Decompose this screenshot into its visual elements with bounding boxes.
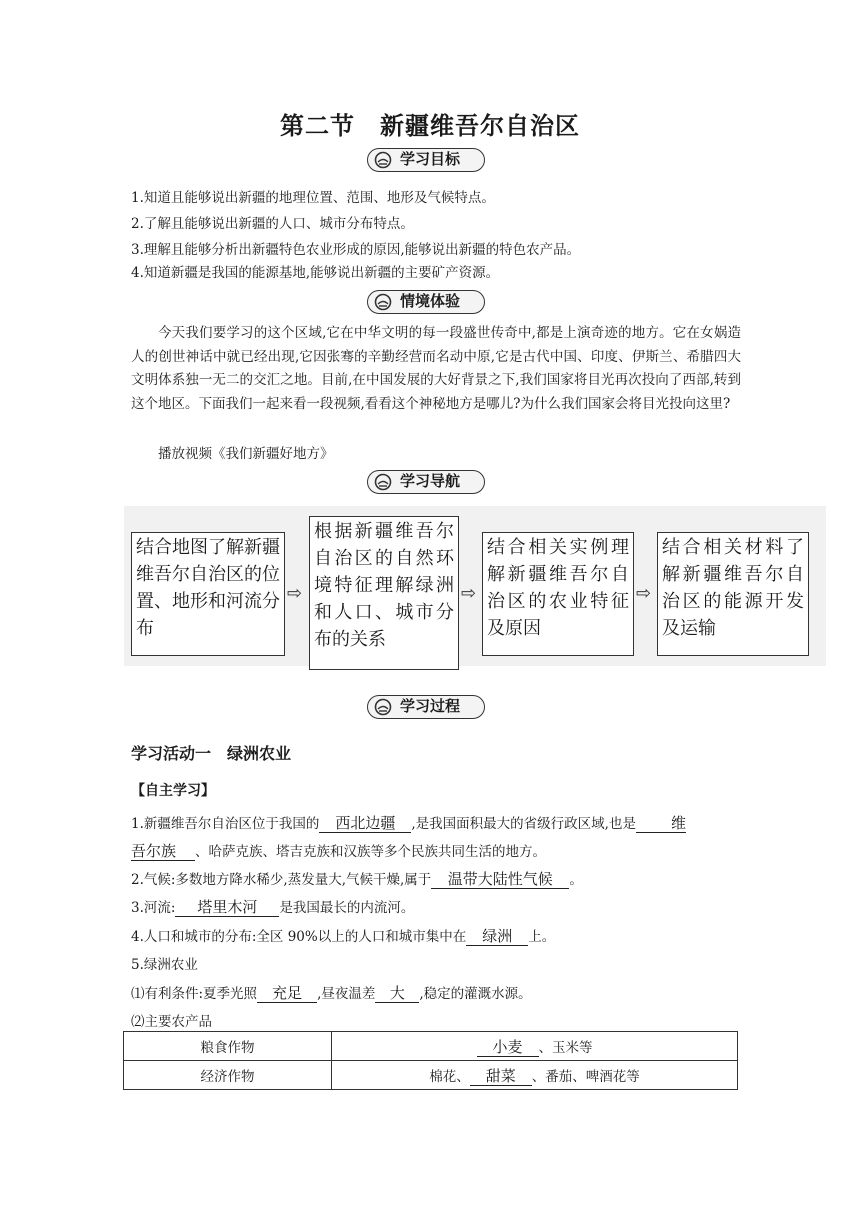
answer-blank: 绿洲	[466, 927, 528, 946]
question-3: 3.河流: 塔里木河 是我国最长的内流河。	[131, 898, 415, 916]
arrow-right-icon: ⇨	[287, 583, 303, 604]
badge-label: 学习导航	[400, 472, 461, 490]
question-5-2: ⑵主要农产品	[131, 1014, 212, 1030]
activity-title: 学习活动一 绿洲农业	[131, 744, 292, 763]
section-badge-goals	[367, 148, 485, 172]
nav-step-3: 结合相关实例理解新疆维吾尔自治区的农业特征及原因	[482, 532, 634, 656]
answer-blank: 温带大陆性气候	[431, 870, 569, 889]
book-swirl-icon	[374, 293, 392, 311]
learning-navigation-flow	[124, 506, 826, 666]
badge-label: 学习目标	[400, 150, 461, 168]
badge-label: 情境体验	[400, 292, 461, 310]
nav-step-1: 结合地图了解新疆维吾尔自治区的位置、地形和河流分布	[131, 532, 285, 656]
table-value-cell: 棉花、 甜菜 、番茄、啤酒花等	[332, 1061, 738, 1090]
question-1-line-2: 吾尔族 、哈萨克族、塔吉克族和汉族等多个民族共同生活的地方。	[131, 842, 546, 860]
badge-label: 学习过程	[400, 697, 461, 715]
answer-blank: 西北边疆	[319, 814, 411, 833]
section-badge-process	[367, 695, 485, 719]
book-swirl-icon	[374, 473, 392, 491]
nav-step-4: 结合相关材料了解新疆维吾尔自治区的能源开发及运输	[657, 532, 809, 656]
section-badge-navigation	[367, 470, 485, 494]
arrow-right-icon: ⇨	[461, 583, 477, 604]
answer-blank: 充足	[257, 984, 317, 1003]
answer-blank: 吾尔族	[131, 842, 195, 861]
situation-paragraph: 今天我们要学习的这个区域,它在中华文明的每一段盛世传奇中,都是上演奇迹的地方。它在女娲造人的创世神话中就已经出现,它因张骞的辛勤经营而名动中原,它是古代中国、印度、伊斯兰、希腊四大文明体系独一无二的交汇之地。目前,在中国发展的大好背景之下,我们国家将目光再次投向了西部,转到这个地区。下面我们一起来看一段视频,看看这个神秘地方是哪儿?为什么我们国家会将目光投向这里?	[131, 325, 741, 412]
video-note: 播放视频《我们新疆好地方》	[158, 446, 334, 462]
table-value-cell: 小麦 、玉米等	[332, 1032, 738, 1061]
question-2: 2.气候:多数地方降水稀少,蒸发量大,气候干燥,属于 温带大陆性气候 。	[131, 870, 583, 888]
goal-item: 1.知道且能够说出新疆的地理位置、范围、地形及气候特点。	[131, 190, 495, 206]
answer-blank: 维	[636, 814, 686, 833]
table-row	[124, 1032, 738, 1061]
question-4: 4.人口和城市的分布:全区 90%以上的人口和城市集中在 绿洲 上。	[131, 927, 556, 945]
crops-table	[123, 1031, 738, 1090]
arrow-right-icon: ⇨	[636, 583, 652, 604]
book-swirl-icon	[374, 698, 392, 716]
question-1-line-1: 1.新疆维吾尔自治区位于我国的 西北边疆 ,是我国面积最大的省级行政区域,也是 维	[131, 814, 686, 832]
answer-blank: 塔里木河	[175, 898, 279, 917]
answer-blank: 甜菜	[470, 1067, 532, 1086]
goal-item: 4.知道新疆是我国的能源基地,能够说出新疆的主要矿产资源。	[131, 265, 500, 281]
goal-item: 3.理解且能够分析出新疆特色农业形成的原因,能够说出新疆的特色农产品。	[131, 242, 581, 258]
book-swirl-icon	[374, 151, 392, 169]
table-row	[124, 1061, 738, 1090]
self-study-heading: 【自主学习】	[131, 783, 215, 799]
page-title: 第二节 新疆维吾尔自治区	[280, 112, 580, 140]
question-5-1: ⑴有利条件:夏季光照 充足 ,昼夜温差 大 ,稳定的灌溉水源。	[131, 984, 532, 1002]
table-label-cell: 粮食作物	[124, 1032, 332, 1061]
goal-item: 2.了解且能够说出新疆的人口、城市分布特点。	[131, 216, 414, 232]
table-label-cell: 经济作物	[124, 1061, 332, 1090]
answer-blank: 大	[375, 984, 419, 1003]
nav-step-2: 根据新疆维吾尔自治区的自然环境特征理解绿洲和人口、城市分布的关系	[309, 516, 459, 670]
answer-blank: 小麦	[477, 1038, 539, 1057]
section-badge-situation	[367, 290, 485, 314]
question-5: 5.绿洲农业	[131, 957, 198, 973]
